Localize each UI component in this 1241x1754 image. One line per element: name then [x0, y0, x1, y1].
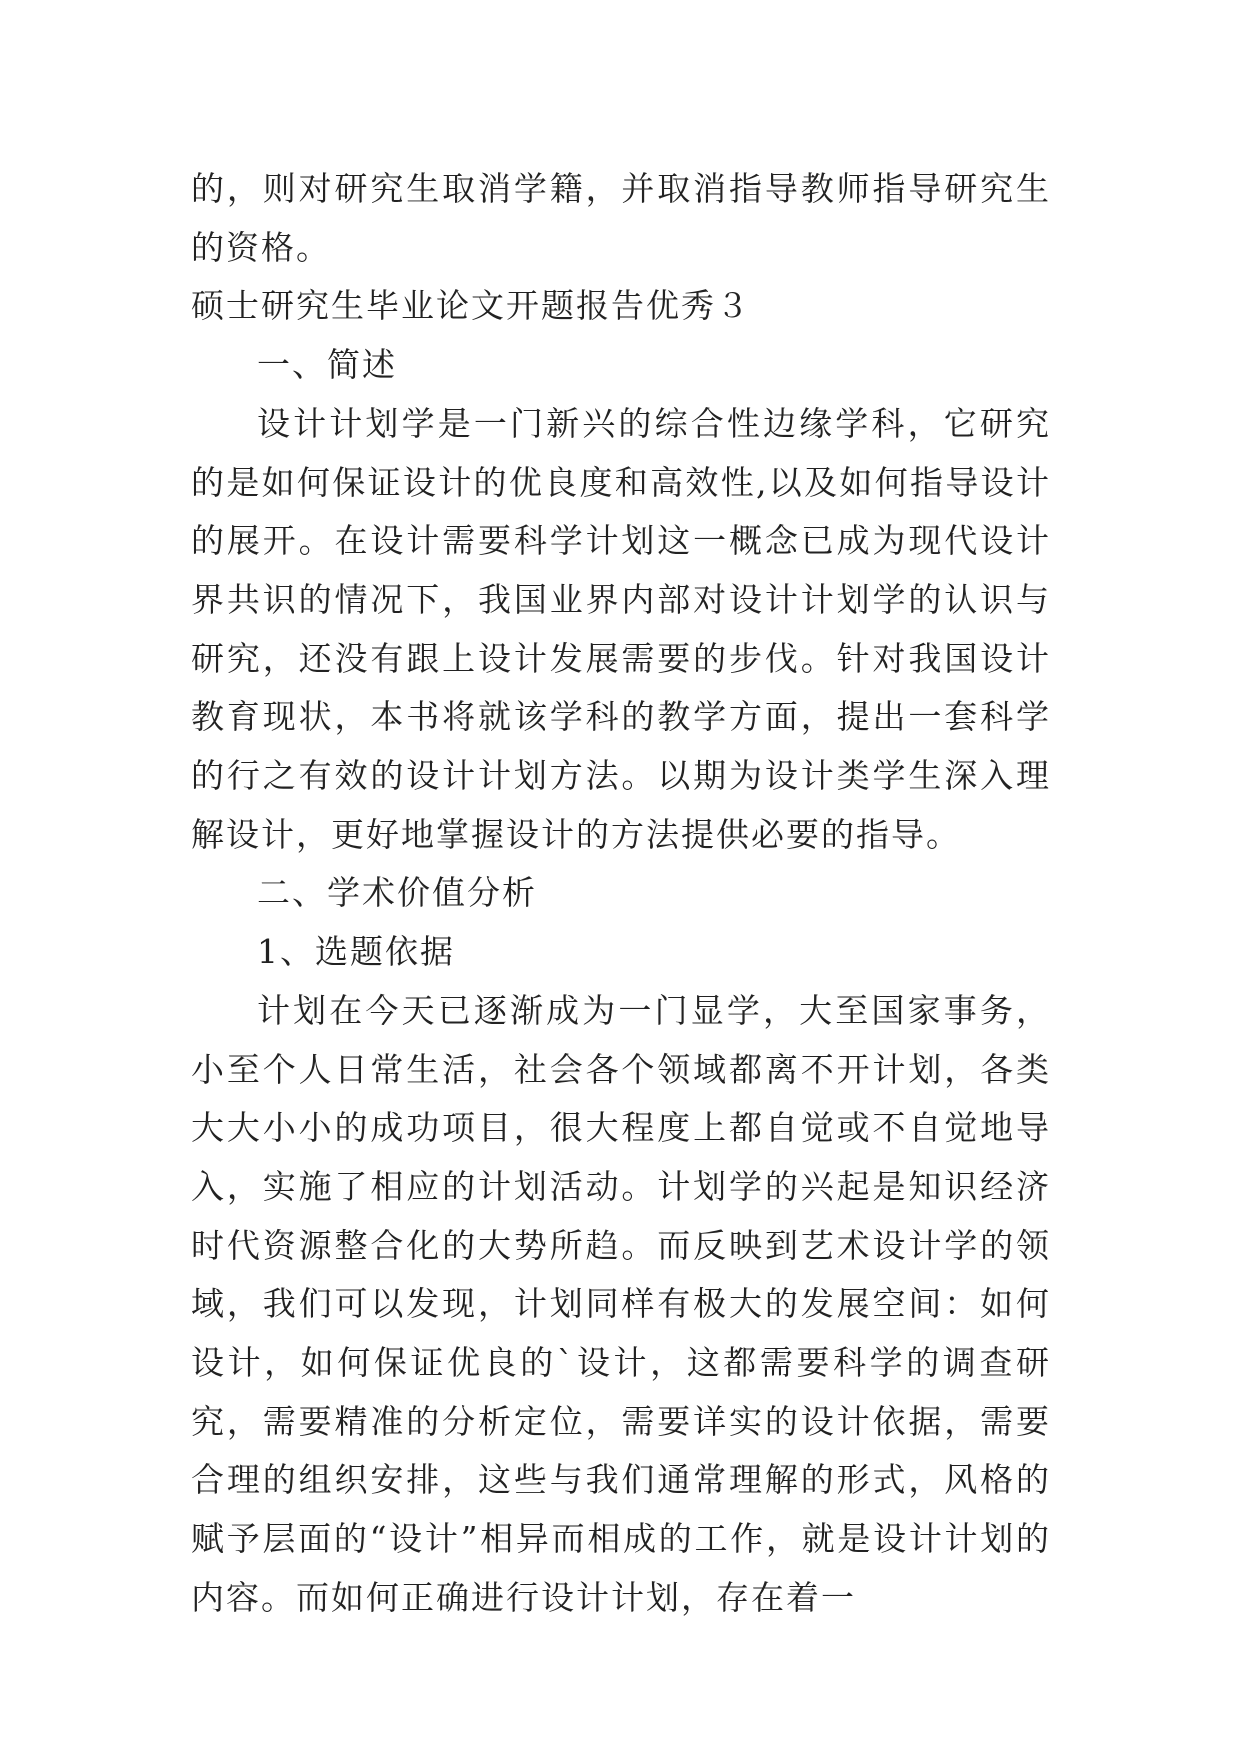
heading-overview: 一、简述 [257, 345, 397, 385]
section-title: 硕士研究生毕业论文开题报告优秀３ [191, 286, 751, 326]
topic-basis-paragraph: 计划在今天已逐渐成为一门显学，大至国家事务，小至个人日常生活，社会各个领域都离不开计划，各类大大小小的成功项目，很大程度上都自觉或不自觉地导入，实施了相应的计划活动。计划学的兴起是知识经济时代资源整合化的大势所趋。而反映到艺术设计学的领域，我们可以发现，计划同样有极大的发展空间：如何设计，如何保证优良的`设计，这都需要科学的调查研究，需要精准的分析定位，需要详实的设计依据，需要合理的组织安排，这些与我们通常理解的形式，风格的赋予层面的“设计”相异而相成的工作，就是设计计划的内容。而如何正确进行设计计划，存在着一 [191, 990, 1051, 1617]
continuation-paragraph: 的，则对研究生取消学籍，并取消指导教师指导研究生的资格。 [191, 169, 1051, 267]
overview-paragraph: 设计计划学是一门新兴的综合性边缘学科，它研究的是如何保证设计的优良度和高效性,以及如何指导设计的展开。在设计需要科学计划这一概念已成为现代设计界共识的情况下，我国业界内部对设计计划学的认识与研究，还没有跟上设计发展需要的步伐。针对我国设计教育现状，本书将就该学科的教学方面，提出一套科学的行之有效的设计计划方法。以期为设计类学生深入理解设计，更好地掌握设计的方法提供必要的指导。 [191, 403, 1051, 854]
heading-academic-value: 二、学术价值分析 [257, 873, 537, 913]
document-body [191, 160, 1051, 1628]
heading-topic-basis: 1、选题依据 [257, 932, 455, 972]
